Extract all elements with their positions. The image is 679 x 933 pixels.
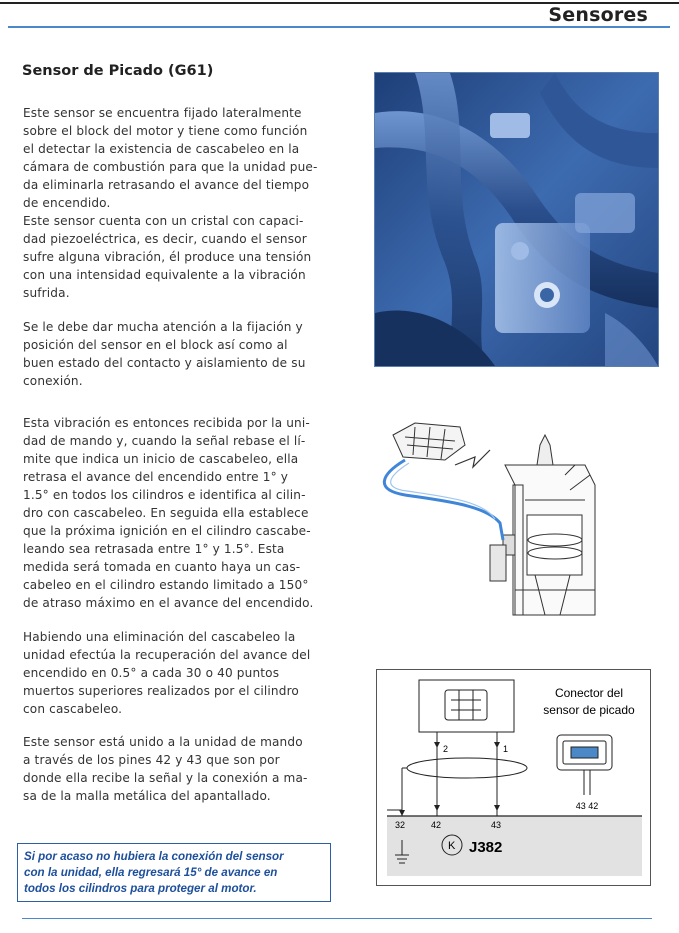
paragraph-connection [23, 733, 341, 805]
paragraph-line: a través de los pines 42 y 43 que son por [23, 753, 280, 767]
connector-label-2: sensor de picado [543, 703, 635, 717]
paragraph-line: muertos superiores realizados por el cilindro [23, 684, 299, 698]
paragraph-line: dro con cascabeleo. En seguida ella establece [23, 506, 309, 520]
paragraph-line: posición del sensor en el block así como al [23, 338, 288, 352]
paragraph-line: de atraso máximo en el avance del encendido. [23, 596, 314, 610]
paragraph-line: unidad efectúa la recuperación del avance del [23, 648, 311, 662]
paragraph-line: 1.5° en todos los cilindros e identifica al cilin- [23, 488, 306, 502]
paragraph-line: cabeleo en el cilindro estando limitado a 150° [23, 578, 309, 592]
paragraph-line: encendido en 0.5° a cada 30 o 40 puntos [23, 666, 280, 680]
paragraph-line: Esta vibración es entonces recibida por la uni- [23, 416, 310, 430]
paragraph-line: Se le debe dar mucha atención a la fijación y [23, 320, 303, 334]
ecu-name: J382 [469, 839, 503, 856]
engine-photo [374, 72, 659, 367]
paragraph-line: sufrida. [23, 286, 70, 300]
note-line: todos los cilindros para proteger al motor. [24, 882, 257, 895]
section-title: Sensor de Picado (G61) [22, 63, 214, 79]
paragraph-line: leando sea retrasada entre 1° y 1.5°. Esta [23, 542, 285, 556]
paragraph-line: Este sensor está unido a la unidad de mando [23, 735, 303, 749]
paragraph-line: que la próxima ignición en el cilindro cascabe- [23, 524, 311, 538]
paragraph-line: medida será tomada en cuanto haya un cas- [23, 560, 301, 574]
sensor-pin-1: 1 [503, 744, 509, 754]
paragraph-vibration [23, 414, 341, 612]
paragraph-recovery [23, 628, 341, 718]
paragraph-line: mite que indica un inicio de cascabeleo, ella [23, 452, 299, 466]
paragraph-line: buen estado del contacto y aislamiento de su [23, 356, 306, 370]
header-title: Sensores [548, 4, 648, 26]
paragraph-line: Habiendo una eliminación del cascabeleo la [23, 630, 296, 644]
note-text [24, 849, 284, 897]
paragraph-line: sufre alguna vibración, él produce una tensión [23, 250, 312, 264]
paragraph-line: Este sensor se encuentra fijado lateralmente [23, 106, 302, 120]
paragraph-line: conexión. [23, 374, 83, 388]
paragraph-description [23, 104, 341, 302]
paragraph-fixation [23, 318, 341, 390]
connector-pins: 43 42 [575, 801, 599, 811]
paragraph-line: con cascabeleo. [23, 702, 123, 716]
wiring-diagram [376, 669, 651, 886]
knock-sensor-piston-drawing [375, 405, 615, 630]
ecu-letter: K [448, 840, 456, 852]
paragraph-line: da eliminarla retrasando el avance del tiempo [23, 178, 310, 192]
paragraph-line: cámara de combustión para que la unidad pue- [23, 160, 318, 174]
note-line: Si por acaso no hubiera la conexión del sensor [24, 850, 284, 863]
paragraph-line: dad de mando y, cuando la señal rebase el lí- [23, 434, 306, 448]
paragraph-line: sobre el block del motor y tiene como función [23, 124, 308, 138]
ecu-pin-43: 43 [491, 820, 502, 830]
paragraph-line: Este sensor cuenta con un cristal con capaci- [23, 214, 304, 228]
ecu-pin-42: 42 [431, 820, 442, 830]
connector-label-1: Conector del [554, 686, 624, 700]
paragraph-line: dad piezoeléctrica, es decir, cuando el sensor [23, 232, 307, 246]
header-bar [8, 4, 670, 28]
sensor-pin-2: 2 [443, 744, 449, 754]
note-box [17, 843, 331, 902]
note-line: con la unidad, ella regresará 15° de avance en [24, 866, 278, 879]
paragraph-line: retrasa el avance del encendido entre 1° y [23, 470, 289, 484]
paragraph-line: sa de la malla metálica del apantallado. [23, 789, 271, 803]
paragraph-line: con una intensidad equivalente a la vibración [23, 268, 306, 282]
ecu-pin-32: 32 [395, 820, 406, 830]
bottom-rule [22, 918, 652, 919]
paragraph-line: donde ella recibe la señal y la conexión a ma- [23, 771, 308, 785]
paragraph-line: de encendido. [23, 196, 111, 210]
paragraph-line: el detectar la existencia de cascabeleo en la [23, 142, 300, 156]
